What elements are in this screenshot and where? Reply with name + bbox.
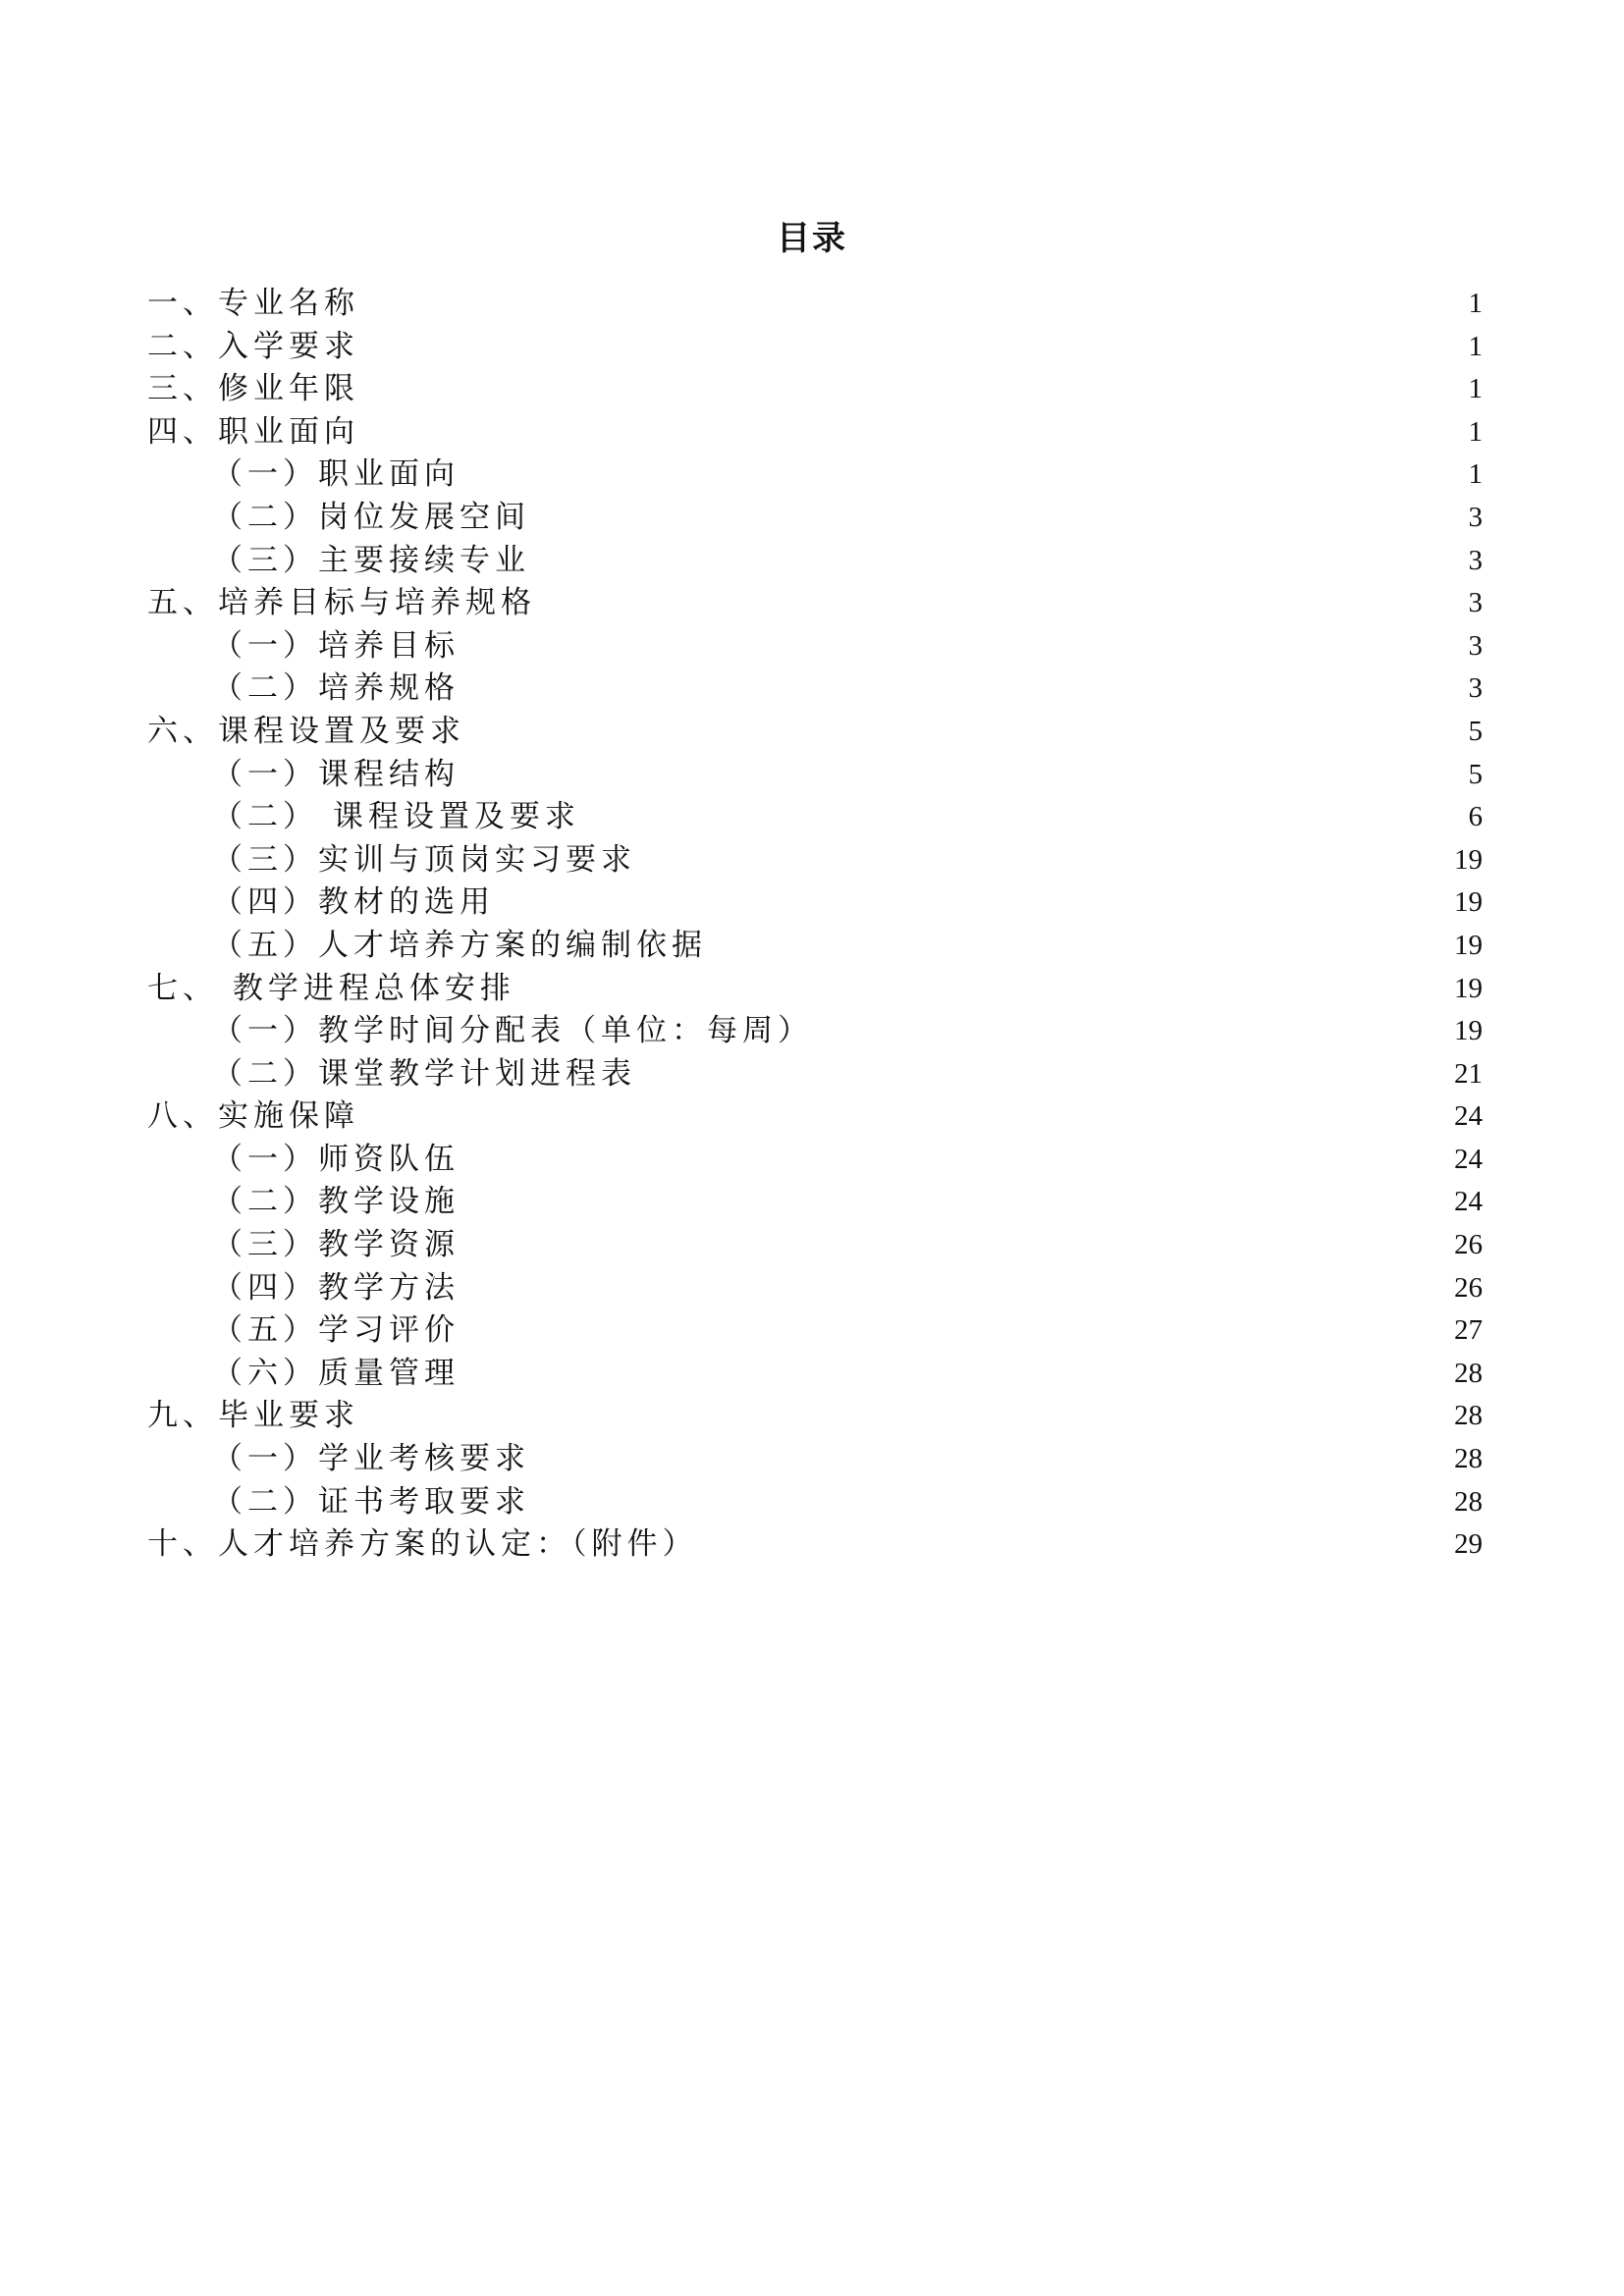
toc-entry-page-number: 5 <box>1468 715 1483 747</box>
toc-entry[interactable] <box>147 1353 1483 1396</box>
toc-entry[interactable] <box>147 1395 1483 1438</box>
toc-entry-page-number: 24 <box>1454 1186 1483 1218</box>
toc-entry-text: 六、课程设置及要求 <box>147 713 465 749</box>
toc-entry-page-number: 1 <box>1468 458 1483 491</box>
toc-entry-page-number: 19 <box>1454 1015 1483 1047</box>
toc-entry[interactable] <box>147 1224 1483 1267</box>
toc-entry[interactable] <box>147 1095 1483 1139</box>
toc-entry-text: 一、专业名称 <box>147 286 359 321</box>
toc-entry-page-number: 3 <box>1468 544 1483 576</box>
toc-entry[interactable] <box>147 540 1483 583</box>
toc-entry-text: （六）质量管理 <box>212 1355 460 1391</box>
toc-entry-page-number: 19 <box>1454 972 1483 1004</box>
toc-entry[interactable] <box>147 1523 1483 1567</box>
toc-entry-page-number: 1 <box>1468 330 1483 362</box>
toc-entry-text: （一）职业面向 <box>212 456 460 493</box>
toc-entry[interactable] <box>147 1181 1483 1224</box>
toc-entry[interactable] <box>147 839 1483 882</box>
toc-entry-text: （二）教学设施 <box>212 1184 460 1220</box>
toc-entry-page-number: 26 <box>1454 1229 1483 1261</box>
toc-entry-text: （三）教学资源 <box>212 1227 460 1263</box>
toc-entry-page-number: 24 <box>1454 1143 1483 1175</box>
toc-entry-page-number: 28 <box>1454 1485 1483 1518</box>
toc-entry-text: （三）主要接续专业 <box>212 542 530 578</box>
toc-entry[interactable] <box>147 881 1483 925</box>
toc-entry[interactable] <box>147 283 1483 326</box>
toc-entry-text: （二）岗位发展空间 <box>212 499 530 535</box>
toc-entry-text: （四）教材的选用 <box>212 884 495 921</box>
toc-entry-page-number: 1 <box>1468 373 1483 405</box>
toc-entry-page-number: 6 <box>1468 801 1483 833</box>
toc-entry-text: （一）学业考核要求 <box>212 1441 530 1477</box>
toc-entry-text: （一）培养目标 <box>212 627 460 664</box>
toc-entry[interactable] <box>147 1053 1483 1096</box>
toc-entry-page-number: 24 <box>1454 1100 1483 1133</box>
toc-entry-page-number: 19 <box>1454 843 1483 876</box>
toc-entry[interactable] <box>147 326 1483 369</box>
toc-entry-text: （一）教学时间分配表（单位：每周） <box>212 1013 813 1049</box>
toc-entry-page-number: 28 <box>1454 1443 1483 1475</box>
toc-entry-page-number: 28 <box>1454 1357 1483 1389</box>
toc-entry-page-number: 26 <box>1454 1271 1483 1304</box>
toc-entry-text: 四、职业面向 <box>147 413 359 450</box>
toc-entry-text: （二）课堂教学计划进程表 <box>212 1055 636 1092</box>
toc-entry-page-number: 5 <box>1468 758 1483 790</box>
toc-entry[interactable] <box>147 625 1483 668</box>
toc-entry-text: 五、培养目标与培养规格 <box>147 585 536 621</box>
toc-entry[interactable] <box>147 454 1483 497</box>
toc-entry[interactable] <box>147 411 1483 454</box>
toc-entry-page-number: 3 <box>1468 629 1483 662</box>
table-of-contents <box>147 283 1483 1567</box>
toc-entry-text: 八、实施保障 <box>147 1098 359 1135</box>
toc-entry-page-number: 19 <box>1454 886 1483 919</box>
toc-entry[interactable] <box>147 925 1483 968</box>
toc-entry[interactable] <box>147 1309 1483 1353</box>
toc-entry-text: （二）培养规格 <box>212 670 460 707</box>
toc-entry-text: 九、毕业要求 <box>147 1398 359 1434</box>
toc-entry-page-number: 3 <box>1468 672 1483 705</box>
toc-entry[interactable] <box>147 368 1483 411</box>
toc-entry[interactable] <box>147 667 1483 711</box>
toc-entry-text: （五）学习评价 <box>212 1312 460 1349</box>
toc-entry[interactable] <box>147 1010 1483 1053</box>
toc-entry-text: （一）课程结构 <box>212 756 460 792</box>
toc-entry[interactable] <box>147 968 1483 1011</box>
toc-entry-text: （一）师资队伍 <box>212 1141 460 1177</box>
toc-entry[interactable] <box>147 1267 1483 1310</box>
toc-entry-page-number: 1 <box>1468 415 1483 448</box>
toc-entry-text: （二） 课程设置及要求 <box>212 799 580 835</box>
toc-entry[interactable] <box>147 497 1483 540</box>
toc-entry-page-number: 3 <box>1468 587 1483 619</box>
toc-entry-text: 二、入学要求 <box>147 328 359 364</box>
toc-entry[interactable] <box>147 796 1483 839</box>
toc-entry[interactable] <box>147 1481 1483 1524</box>
toc-entry-text: 十、人才培养方案的认定：（附件） <box>147 1526 698 1563</box>
toc-entry-page-number: 19 <box>1454 929 1483 961</box>
toc-entry-page-number: 21 <box>1454 1057 1483 1090</box>
toc-entry-page-number: 3 <box>1468 501 1483 533</box>
toc-entry-page-number: 1 <box>1468 288 1483 319</box>
toc-entry[interactable] <box>147 754 1483 797</box>
toc-entry-text: （二）证书考取要求 <box>212 1483 530 1520</box>
toc-entry-text: （四）教学方法 <box>212 1269 460 1306</box>
toc-entry-text: （五）人才培养方案的编制依据 <box>212 927 707 963</box>
toc-entry[interactable] <box>147 582 1483 625</box>
toc-title: 目录 <box>777 219 847 258</box>
toc-entry-text: 三、修业年限 <box>147 371 359 407</box>
toc-entry-text: 七、 教学进程总体安排 <box>147 970 515 1006</box>
toc-entry-page-number: 27 <box>1454 1314 1483 1347</box>
toc-entry-page-number: 29 <box>1454 1528 1483 1561</box>
toc-entry-page-number: 28 <box>1454 1400 1483 1432</box>
toc-entry[interactable] <box>147 1139 1483 1182</box>
toc-entry[interactable] <box>147 711 1483 754</box>
toc-entry-text: （三）实训与顶岗实习要求 <box>212 841 636 878</box>
toc-entry[interactable] <box>147 1438 1483 1481</box>
